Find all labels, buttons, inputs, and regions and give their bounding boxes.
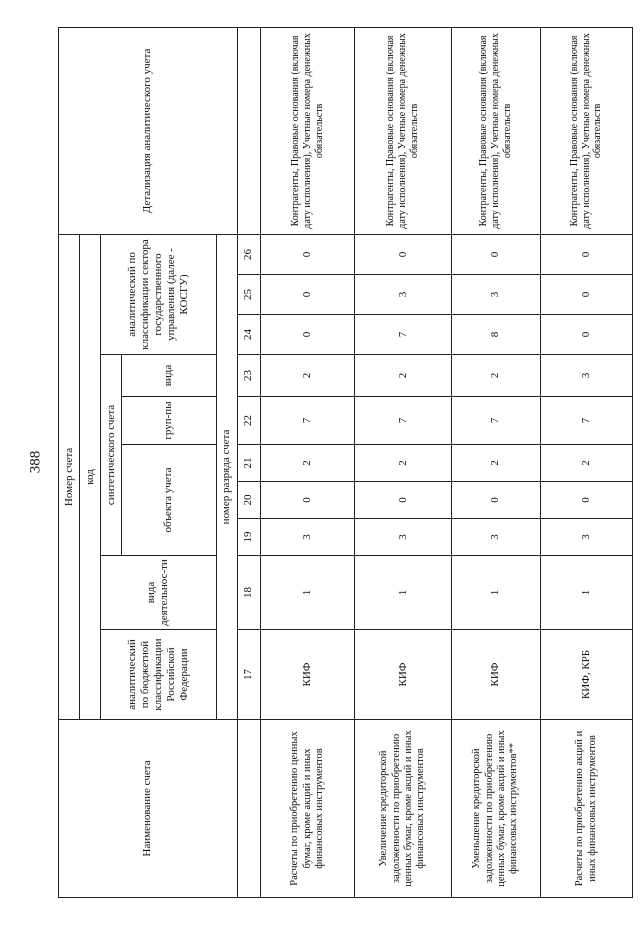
code-24: 0 (261, 315, 355, 355)
detail-text: Контрагенты, Правовые основания (включая дату исполнения), Учетные номера денежных обязательств (451, 27, 540, 234)
code-23: 2 (451, 355, 540, 397)
code-26: 0 (355, 234, 451, 274)
code-19: 3 (261, 519, 355, 556)
budget-code: КИФ (451, 630, 540, 720)
code-22: 7 (355, 397, 451, 445)
code-22: 7 (541, 397, 633, 445)
chart-of-accounts-table (58, 27, 633, 898)
digit-21: 21 (237, 445, 261, 482)
account-name: Расчеты по приобретению акций и иных финансовых инструментов (541, 720, 633, 898)
digit-24: 24 (237, 315, 261, 355)
code-22: 7 (451, 397, 540, 445)
digit-18: 18 (237, 556, 261, 630)
account-name: Увеличение кредиторской задолженности по приобретению ценных бумаг, кроме акций и иных финансовых инструментов (355, 720, 451, 898)
budget-code: КИФ (261, 630, 355, 720)
digit-23: 23 (237, 355, 261, 397)
digit-26: 26 (237, 234, 261, 274)
table-row (261, 27, 355, 897)
code-26: 0 (261, 234, 355, 274)
digit-17: 17 (237, 630, 261, 720)
code-24: 7 (355, 315, 451, 355)
code-21: 2 (541, 445, 633, 482)
detail-text: Контрагенты, Правовые основания (включая дату исполнения), Учетные номера денежных обязательств (261, 27, 355, 234)
code-22: 7 (261, 397, 355, 445)
code-25: 0 (261, 275, 355, 315)
budget-code: КИФ, КРБ (541, 630, 633, 720)
digit-22: 22 (237, 397, 261, 445)
budget-code: КИФ (355, 630, 451, 720)
table-row (541, 27, 633, 897)
header-account-number: Номер счета (59, 234, 80, 719)
header-kosgu: аналитический по классификации сектора государственного управления (далее - КОСГУ) (101, 234, 216, 354)
code-20: 0 (261, 482, 355, 519)
page-number: 388 (27, 450, 44, 474)
code-26: 0 (451, 234, 540, 274)
code-20: 0 (541, 482, 633, 519)
code-21: 2 (355, 445, 451, 482)
code-23: 2 (355, 355, 451, 397)
header-synthetic-account: синтетического счета (101, 355, 122, 556)
detail-text: Контрагенты, Правовые основания (включая дату исполнения), Учетные номера денежных обязательств (541, 27, 633, 234)
code-24: 8 (451, 315, 540, 355)
header-code: код (80, 234, 101, 719)
table-row (451, 27, 540, 897)
table-row (355, 27, 451, 897)
code-18: 1 (261, 556, 355, 630)
header-group: груп-пы (122, 397, 216, 445)
code-20: 0 (451, 482, 540, 519)
header-kind: вида (122, 355, 216, 397)
code-19: 3 (355, 519, 451, 556)
code-25: 3 (451, 275, 540, 315)
code-21: 2 (261, 445, 355, 482)
code-19: 3 (541, 519, 633, 556)
digit-19: 19 (237, 519, 261, 556)
code-18: 1 (451, 556, 540, 630)
code-23: 3 (541, 355, 633, 397)
digit-spacer (237, 720, 261, 898)
header-account-name: Наименование счета (59, 720, 238, 898)
code-20: 0 (355, 482, 451, 519)
digit-spacer (237, 27, 261, 234)
detail-text: Контрагенты, Правовые основания (включая дату исполнения), Учетные номера денежных обязательств (355, 27, 451, 234)
code-26: 0 (541, 234, 633, 274)
code-24: 0 (541, 315, 633, 355)
code-25: 3 (355, 275, 451, 315)
code-19: 3 (451, 519, 540, 556)
code-18: 1 (355, 556, 451, 630)
header-analytic-budget: аналитический по бюджетной классификации Российской Федерации (101, 630, 216, 720)
code-23: 2 (261, 355, 355, 397)
account-name: Уменьшение кредиторской задолженности по приобретению ценных бумаг, кроме акций и иных финансовых инструментов** (451, 720, 540, 898)
header-object: объекта учета (122, 445, 216, 556)
header-digit-row-label: номер разряда счета (216, 234, 237, 719)
digit-20: 20 (237, 482, 261, 519)
code-18: 1 (541, 556, 633, 630)
digit-25: 25 (237, 275, 261, 315)
rotated-table-container (58, 28, 633, 898)
account-name: Расчеты по приобретению ценных бумаг, кроме акций и иных финансовых инструментов (261, 720, 355, 898)
header-activity-type: вида деятельнос-ти (101, 556, 216, 630)
header-detail: Детализация аналитического учета (59, 27, 238, 234)
code-21: 2 (451, 445, 540, 482)
code-25: 0 (541, 275, 633, 315)
